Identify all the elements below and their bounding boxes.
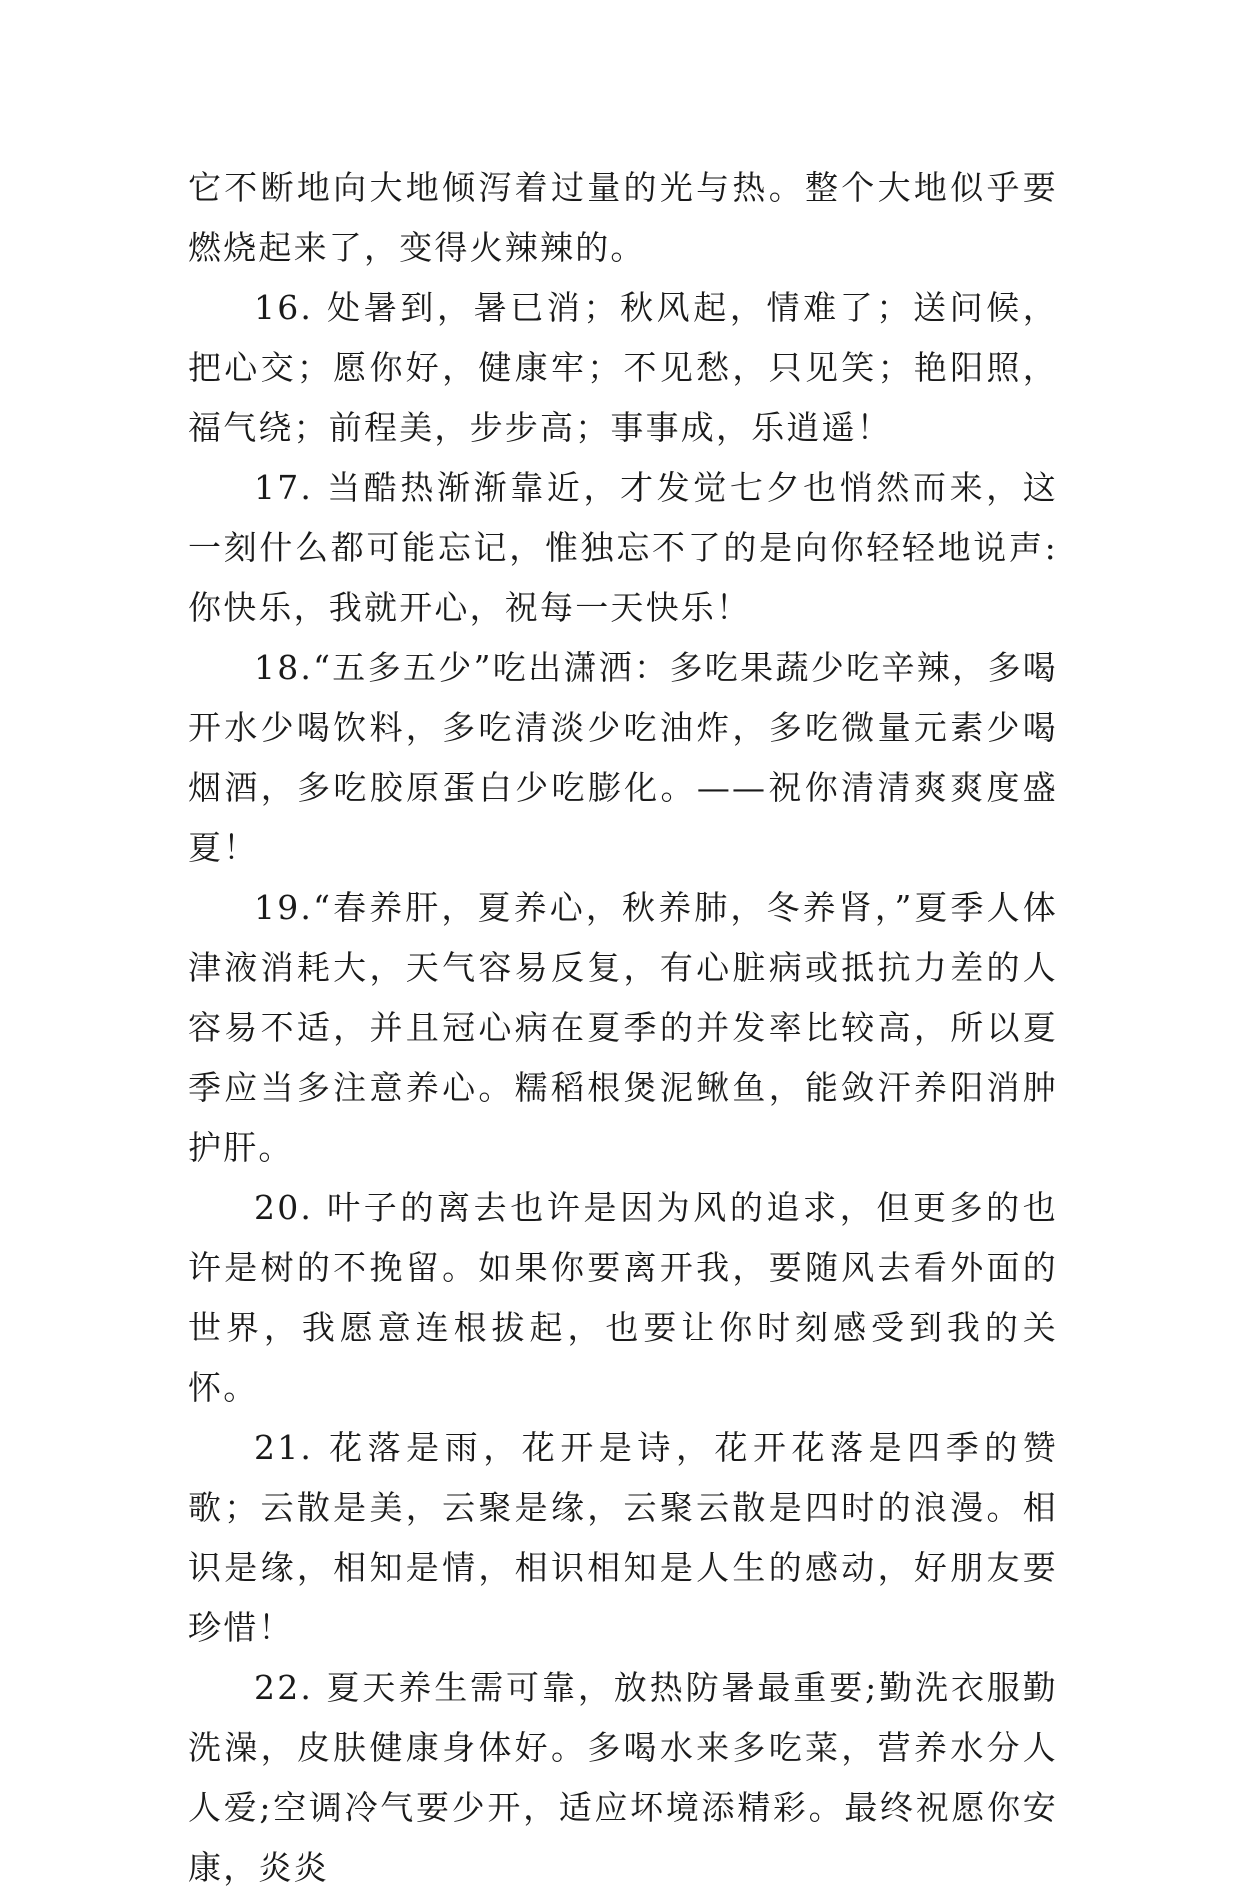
paragraph-19: 19.“春养肝，夏养心，秋养肺，冬养肾，”夏季人体津液消耗大，天气容易反复，有心脏病或抵抗力差的人容易不适，并且冠心病在夏季的并发率比较高，所以夏季应当多注意养心。糯稻根煲泥鳅鱼，能敛汗养阳消肿护肝。 [188, 888, 1058, 1167]
paragraph-17: 17. 当酷热渐渐靠近，才发觉七夕也悄然而来，这一刻什么都可能忘记，惟独忘不了的是向你轻轻地说声:你快乐，我就开心，祝每一天快乐！ [188, 468, 1058, 627]
paragraph-18: 18.“五多五少”吃出潇洒：多吃果蔬少吃辛辣，多喝开水少喝饮料，多吃清淡少吃油炸，多吃微量元素少喝烟酒，多吃胶原蛋白少吃膨化。——祝你清清爽爽度盛夏！ [188, 648, 1058, 867]
paragraph-22: 22. 夏天养生需可靠，放热防暑最重要;勤洗衣服勤洗澡，皮肤健康身体好。多喝水来多吃菜，营养水分人人爱;空调冷气要少开，适应坏境添精彩。最终祝愿你安康，炎炎 [188, 1668, 1058, 1887]
paragraph-continuation: 它不断地向大地倾泻着过量的光与热。整个大地似乎要燃烧起来了，变得火辣辣的。 [188, 168, 1058, 267]
paragraph-20: 20. 叶子的离去也许是因为风的追求，但更多的也许是树的不挽留。如果你要离开我，要随风去看外面的世界，我愿意连根拔起，也要让你时刻感受到我的关怀。 [188, 1188, 1058, 1407]
paragraph-21: 21. 花落是雨，花开是诗，花开花落是四季的赞歌；云散是美，云聚是缘，云聚云散是四时的浪漫。相识是缘，相知是情，相识相知是人生的感动，好朋友要珍惜！ [188, 1428, 1058, 1647]
paragraph-16: 16. 处暑到，暑已消；秋风起，情难了；送问候，把心交；愿你好，健康牢；不见愁，只见笑；艳阳照，福气绕；前程美，步步高；事事成，乐逍遥！ [188, 288, 1058, 447]
document-body [188, 158, 1058, 1898]
